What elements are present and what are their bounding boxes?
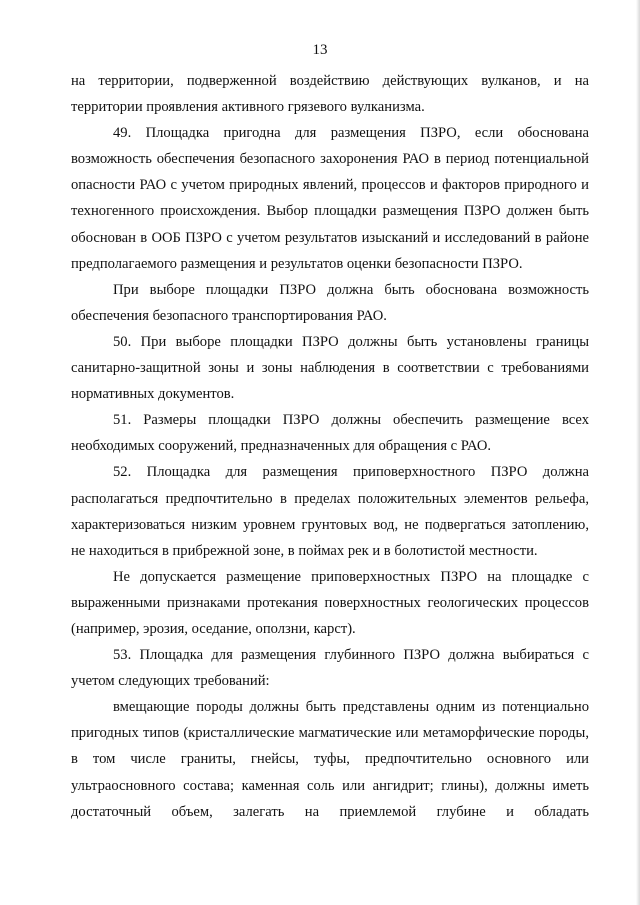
paragraph-49: 49. Площадка пригодна для размещения ПЗРО, если обоснована возможность обеспечения безопасного захоронения РАО в период потенциальной опасности РАО с учетом природных явлений, процессов и факторов природного и техногенного происхождения. Выбор площадки размещения ПЗРО должен быть обоснован в ООБ ПЗРО с учетом результатов изысканий и исследований в районе предполагаемого размещения и результатов оценки безопасности ПЗРО. (71, 125, 589, 272)
paragraph-53-host-rocks: вмещающие породы должны быть представлены одним из потенциально пригодных типов (кристаллические магматические или метаморфические породы, в том числе граниты, гнейсы, туфы, предпочтительно основного или ультраосновного состава; каменная соль или ангидрит; глины), должны иметь достаточный объем, залегать на приемлемой глубине и обладать (71, 699, 589, 820)
page-number: 13 (312, 42, 328, 58)
paragraph-50: 50. При выборе площадки ПЗРО должны быть установлены границы санитарно-защитной зоны и зоны наблюдения в соответствии с требованиями нормативных документов. (71, 333, 589, 403)
paragraph-53: 53. Площадка для размещения глубинного ПЗРО должна выбираться с учетом следующих требований: (71, 647, 589, 690)
scan-edge-shadow (636, 0, 640, 905)
paragraph-49-transport: При выборе площадки ПЗРО должна быть обоснована возможность обеспечения безопасного транспортирования РАО. (71, 281, 589, 324)
paragraph-51: 51. Размеры площадки ПЗРО должны обеспечить размещение всех необходимых сооружений, предназначенных для обращения с РАО. (71, 412, 589, 455)
paragraph-52: 52. Площадка для размещения приповерхностного ПЗРО должна располагаться предпочтительно в пределах положительных элементов рельефа, характеризоваться низким уровнем грунтовых вод, не подвергаться затоплению, не находиться в прибрежной зоне, в поймах рек и в болотистой местности. (71, 464, 589, 559)
document-body (71, 68, 589, 825)
paragraph-continuation: на территории, подверженной воздействию действующих вулканов, и на территории проявления активного грязевого вулканизма. (71, 73, 589, 116)
paragraph-52-restriction: Не допускается размещение приповерхностных ПЗРО на площадке с выраженными признаками протекания поверхностных геологических процессов (например, эрозия, оседание, оползни, карст). (71, 568, 589, 637)
